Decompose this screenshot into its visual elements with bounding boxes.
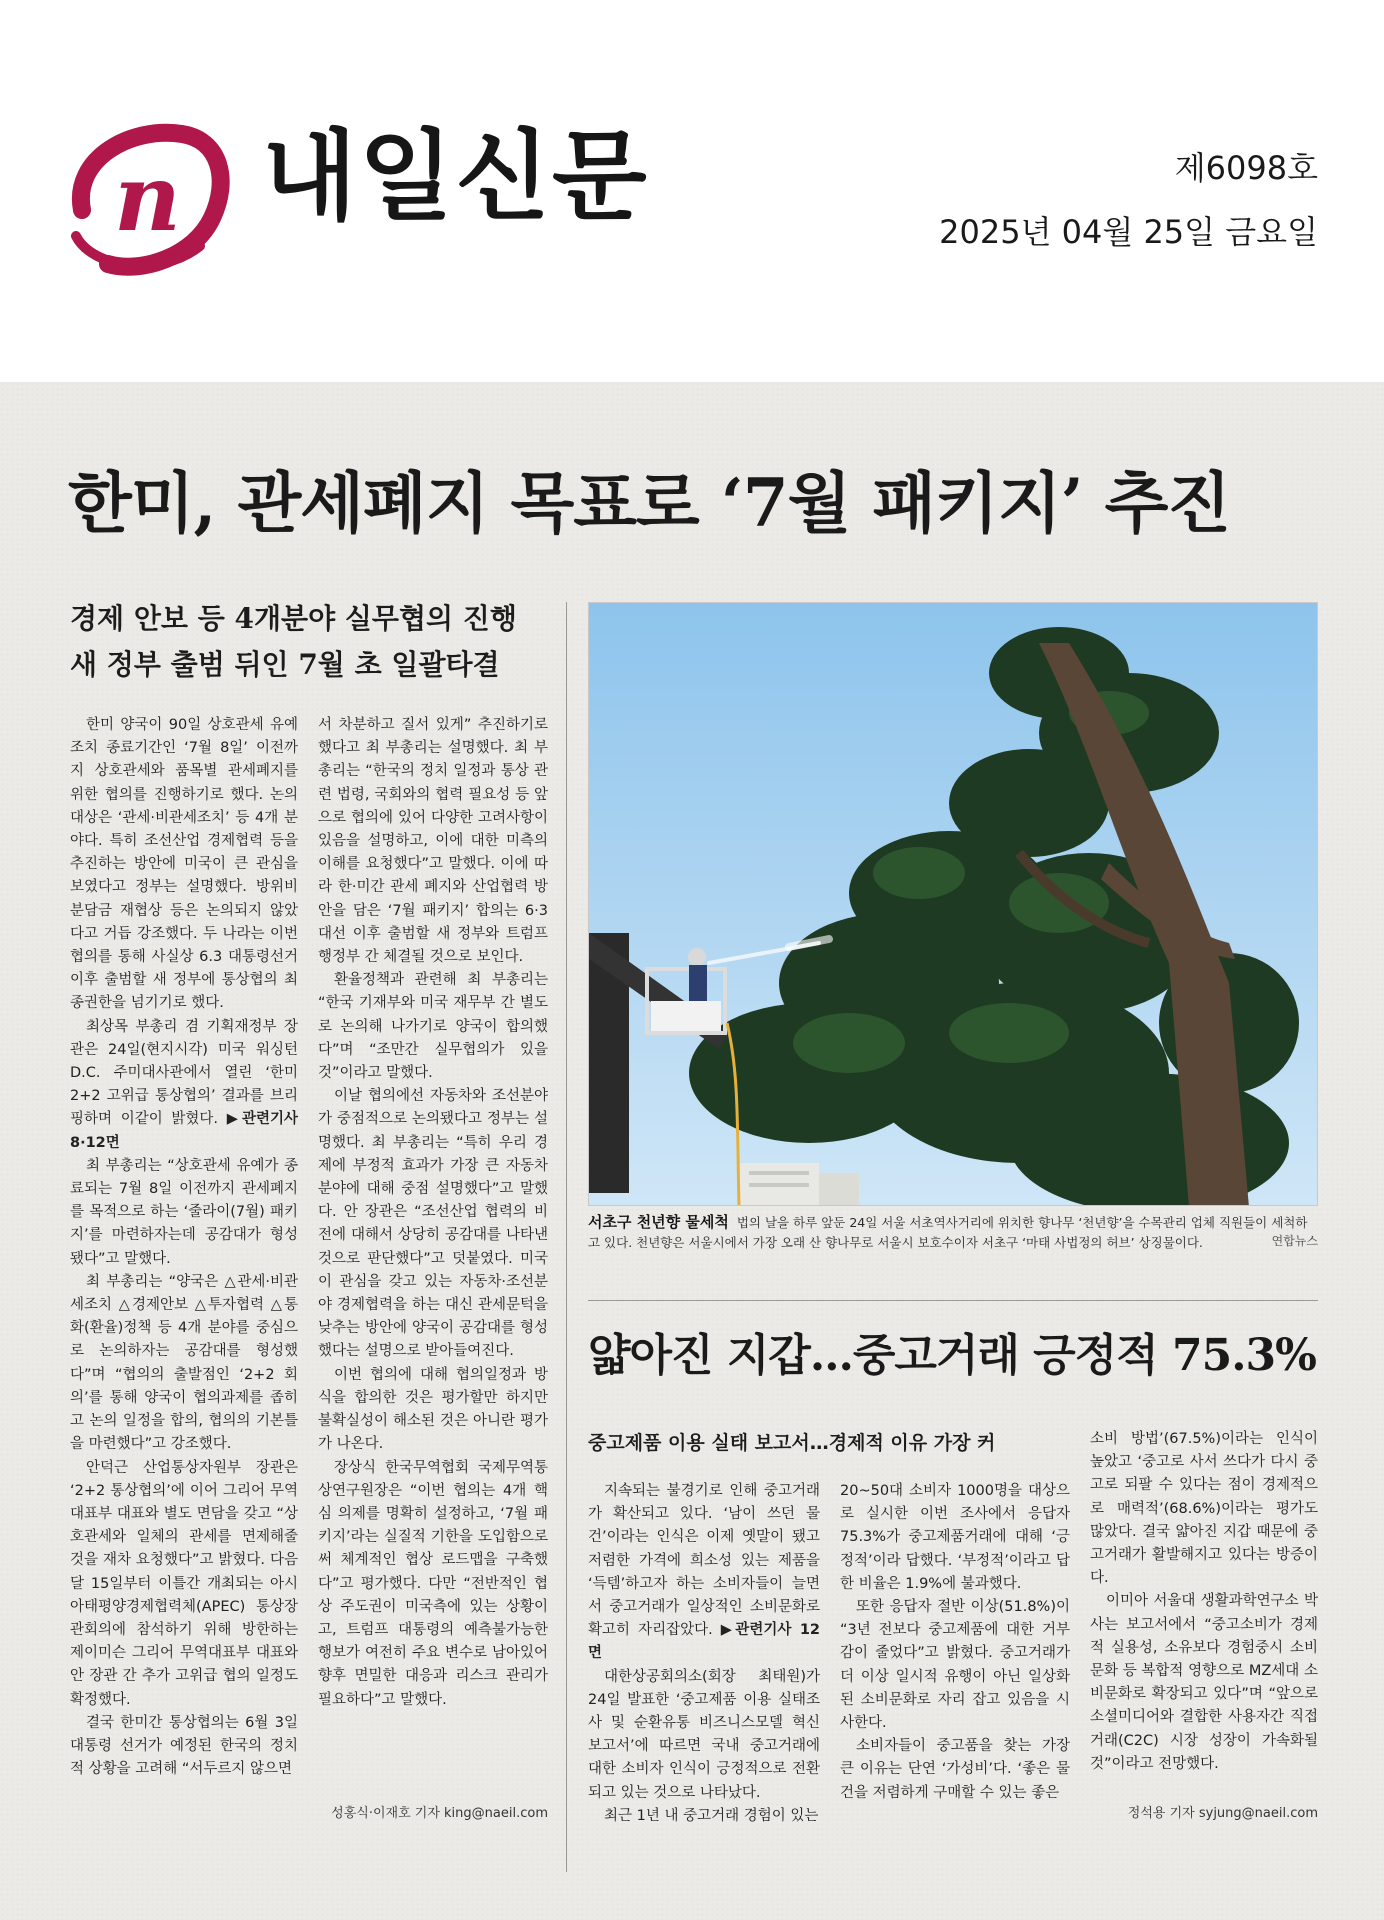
paragraph: 서 차분하고 질서 있게” 추진하기로 했다고 최 부총리는 설명했다. 최 부총리는 “한국의 정치 일정과 통상 관련 법령, 국회와의 협력 필요성 등 앞으로 협의에 있어 다양한 고려사항이 있음을 설명하고, 이에 대한 미측의 이해를 요청했다”고 말했다. 이에 따라 한·미간 관세 폐지와 산업협력 방안을 담은 ‘7월 패키지’ 합의는 6·3 대선 이후 출범할 새 정부와 트럼프행정부 간 체결될 것으로 보인다. bbox=[318, 717, 548, 966]
second-subhead: 중고제품 이용 실태 보고서…경제적 이유 가장 커 bbox=[588, 1432, 996, 1454]
second-byline: 정석용 기자 syjung@naeil.com bbox=[1127, 1806, 1318, 1821]
lead-subheads bbox=[70, 596, 550, 688]
second-column-2 bbox=[840, 1480, 1070, 1870]
section-divider bbox=[588, 1300, 1318, 1301]
lead-byline: 성홍식·이재호 기자 king@naeil.com bbox=[331, 1806, 548, 1821]
issue-info bbox=[939, 146, 1318, 254]
paragraph: 환율정책과 관련해 최 부총리는 “한국 기재부와 미국 재무부 간 별도로 논의해 나가기로 양국이 합의했다”며 “조만간 실무협의가 있을 것”이라고 말했다. bbox=[318, 972, 548, 1082]
front-page bbox=[0, 382, 1384, 1920]
paragraph: 한미 양국이 90일 상호관세 유예조치 종료기간인 ‘7월 8일’ 이전까지 상호관세와 품목별 관세폐지를 위한 협의를 진행하기로 했다. 논의대상은 ‘관세·비관세조치’ 등 4개 분야다. 특히 조선산업 경제협력 등을 추진하는 방안에 미국이 큰 관심을 보였다고 정부는 설명했다. 방위비 분담금 재협상 등은 논의되지 않았다고 거듭 강조했다. 두 나라는 이번 협의를 통해 사실상 6.3 대통령선거 이후 출범할 새 정부에 통상협의 최종권한을 넘기기로 했다. bbox=[70, 717, 298, 1012]
paragraph: 소비 방법’(67.5%)이라는 인식이 높았고 ‘중고로 사서 쓰다가 다시 중고로 되팔 수 있다는 점이 경제적으로 매력적’(68.6%)이라는 평가도 많았다. 결국 얇아진 지갑 때문에 중고거래가 활발해지고 있다는 방증이다. bbox=[1090, 1431, 1318, 1587]
paragraph: 최 부총리는 “양국은 △관세·비관세조치 △경제안보 △투자협력 △통화(환율)정책 등 4개 분야를 중심으로 논의하자는 공감대를 형성했다”며 “협의의 출발점인 ‘2+2 회의’를 통해 양국이 협의과제를 좁히고 논의 일정을 합의, 협의의 기본틀을 마련했다”고 강조했다. bbox=[70, 1273, 298, 1453]
paragraph: 대한상공회의소(회장 최태원)가 24일 발표한 ‘중고제품 이용 실태조사 및 순환유통 비즈니스모델 혁신 보고서’에 따르면 국내 중고거래에 대한 소비자 인식이 긍정적으로 전환되고 있는 것으로 나타났다. bbox=[588, 1668, 820, 1801]
caption-text: 법의 날을 하루 앞둔 24일 서울 서초역사거리에 위치한 향나무 ‘천년향’을 수목관리 업체 직원들이 세척하고 있다. 천년향은 서울시에서 가장 오래 산 향나무로 서울시 보호수이자 서초구 ‘마태 사법정의 허브’ 상징물이다. bbox=[588, 1215, 1308, 1250]
naeil-logo-icon bbox=[62, 118, 232, 276]
paragraph: 이날 협의에선 자동차와 조선분야가 중점적으로 논의됐다고 정부는 설명했다. 최 부총리는 “특히 우리 경제에 부정적 효과가 가장 큰 자동차 분야에 대해 중점 설명했다”고 말했다. 안 장관은 “조선산업 협력의 비전에 대해서 상당히 공감대를 나타낸 것으로 판단했다”고 덧붙였다. 미국이 관심을 갖고 있는 자동차·조선분야 경제협력을 하는 대신 관세문턱을 낮추는 방안에 양국이 공감대를 형성했다는 설명으로 받아들여진다. bbox=[318, 1088, 548, 1360]
paragraph: 소비자들이 중고품을 찾는 가장 큰 이유는 단연 ‘가성비’다. ‘좋은 물건을 저렴하게 구매할 수 있는 좋은 bbox=[840, 1738, 1070, 1801]
news-photo bbox=[588, 602, 1318, 1206]
paragraph: 이번 협의에 대해 협의일정과 방식을 합의한 것은 평가할만 하지만 불확실성이 해소된 것은 아니란 평가가 나온다. bbox=[318, 1366, 548, 1453]
paragraph: 최 부총리는 “상호관세 유예가 종료되는 7월 8일 이전까지 관세폐지를 목적으로 하는 ‘줄라이(7월) 패키지’를 마련하자는데 공감대가 형성됐다”고 말했다. bbox=[70, 1157, 298, 1267]
second-column-1 bbox=[588, 1480, 820, 1870]
photo-credit: 연합뉴스 bbox=[1271, 1234, 1318, 1248]
paragraph: 또한 응답자 절반 이상(51.8%)이 “3년 전보다 중고제품에 대한 거부감이 줄었다”고 밝혔다. 중고거래가 더 이상 일시적 유행이 아닌 일상화된 소비문화로 자리 잡고 있음을 시사한다. bbox=[840, 1599, 1070, 1732]
lead-column-1 bbox=[70, 714, 298, 1850]
tree-photo-image bbox=[589, 603, 1318, 1206]
caption-title: 서초구 천년향 물세척 bbox=[588, 1213, 729, 1231]
paragraph: 장상식 한국무역협회 국제무역통상연구원장은 “이번 협의는 4개 핵심 의제를 명확히 설정하고, ‘7월 패키지’라는 실질적 기한을 도입함으로써 체계적인 협상 로드맵을 구축했다”고 평가했다. 다만 “전반적인 협상 주도권이 미국측에 있는 상황이고, 트럼프 대통령의 예측불가능한 행보가 여전히 주요 변수로 남아있어 향후 면밀한 대응과 리스크 관리가 필요하다”고 말했다. bbox=[318, 1459, 548, 1708]
second-column-3 bbox=[1090, 1428, 1318, 1838]
paragraph: 결국 한미간 통상협의는 6월 3일 대통령 선거가 예정된 한국의 정치적 상황을 고려해 “서두르지 않으면 bbox=[70, 1714, 298, 1778]
column-divider bbox=[566, 602, 567, 1872]
paragraph-text: 지속되는 불경기로 인해 중고거래가 확산되고 있다. ‘남이 쓰던 물건’이라는 인식은 이제 옛말이 됐고 저렴한 가격에 희소성 있는 제품을 ‘득템’하고자 하는 소비자들이 늘면서 중고거래가 일상적인 소비문화로 확고히 자리잡았다. bbox=[588, 1483, 820, 1639]
paragraph: 이미아 서울대 생활과학연구소 박사는 보고서에서 “중고소비가 경제적 실용성, 소유보다 경험중시 소비문화 등 복합적 영향으로 MZ세대 소비문화로 확장되고 있다”며 “앞으로 소셜미디어와 결합한 사용자간 직접거래(C2C) 시장 성장이 가속화될 것”이라고 전망했다. bbox=[1090, 1593, 1318, 1772]
paragraph bbox=[588, 1480, 820, 1666]
second-headline: 얇아진 지갑…중고거래 긍정적 75.3% bbox=[588, 1330, 1316, 1381]
paragraph: 20~50대 소비자 1000명을 대상으로 실시한 이번 조사에서 응답자 75.3%가 중고제품거래에 대해 ‘긍정적’이라 답했다. ‘부정적’이라고 답한 비율은 1.9%에 불과했다. bbox=[840, 1483, 1070, 1592]
lead-subhead-2: 새 정부 출범 뒤인 7월 초 일괄타결 bbox=[70, 648, 500, 681]
lead-headline: 한미, 관세폐지 목표로 ‘7월 패키지’ 추진 bbox=[68, 464, 1231, 542]
related-article-link[interactable]: ▶관련기사 8·12면 bbox=[70, 1111, 298, 1151]
lead-subhead-1: 경제 안보 등 4개분야 실무협의 진행 bbox=[70, 602, 517, 635]
paper-name: 내일신문 bbox=[262, 120, 649, 234]
paragraph-text: 최상목 부총리 겸 기획재정부 장관은 24일(현지시각) 미국 워싱턴D.C. 주미대사관에서 열린 ‘한미 2+2 고위급 통상협의’ 결과를 브리핑하며 이같이 밝혔다. bbox=[70, 1018, 298, 1128]
lead-column-2 bbox=[318, 714, 548, 1824]
logo-letter: n bbox=[114, 144, 181, 252]
paragraph bbox=[70, 1016, 298, 1155]
paragraph: 안덕근 산업통상자원부 장관은 ‘2+2 통상협의’에 이어 그리어 무역대표부 대표와 별도 면담을 갖고 “상호관세와 일체의 관세를 면제해줄 것을 재차 요청했다”고 밝혔다. 다음달 15일부터 이틀간 개최되는 아시아태평양경제협력체(APEC) 통상장관회의에 참석하기 위해 방한하는 제이미슨 그리어 무역대표부 대표와 안 장관 간 추가 고위급 협의 일정도 확정했다. bbox=[70, 1459, 298, 1708]
masthead bbox=[0, 0, 1384, 382]
related-article-link[interactable]: ▶관련기사 12면 bbox=[588, 1622, 820, 1662]
issue-date: 2025년 04월 25일 금요일 bbox=[939, 213, 1318, 251]
issue-number: 제6098호 bbox=[1174, 149, 1318, 187]
paragraph: 최근 1년 내 중고거래 경험이 있는 bbox=[604, 1807, 819, 1824]
